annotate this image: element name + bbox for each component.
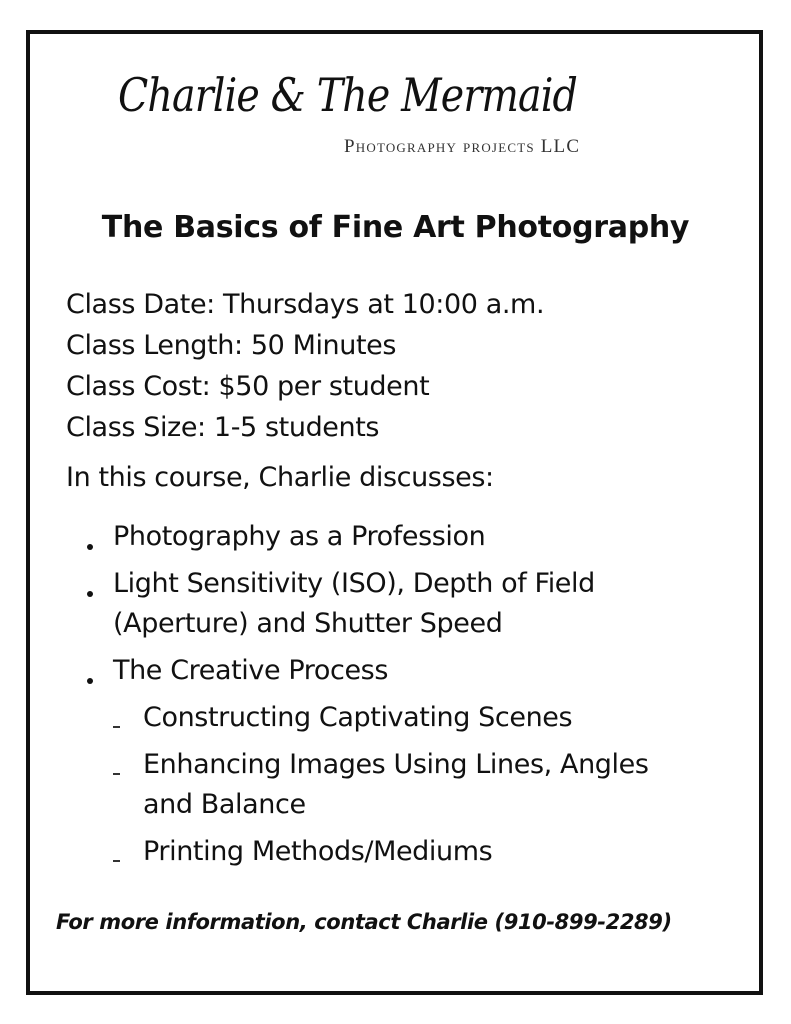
subtopic-item-continued: and Balance bbox=[143, 789, 306, 820]
bullet-icon bbox=[87, 678, 93, 684]
bullet-icon bbox=[87, 591, 93, 597]
subtopic-item: Constructing Captivating Scenes bbox=[143, 702, 573, 733]
logo-subtitle: Photography projects LLC bbox=[344, 136, 581, 157]
class-date: Class Date: Thursdays at 10:00 a.m. bbox=[66, 289, 545, 320]
logo-wordmark: Charlie & The Mermaid bbox=[118, 68, 578, 122]
page-title: The Basics of Fine Art Photography bbox=[101, 210, 690, 245]
topic-item: Light Sensitivity (ISO), Depth of Field bbox=[113, 568, 595, 599]
subtopic-item: Printing Methods/Mediums bbox=[143, 836, 493, 867]
dash-bullet-icon bbox=[113, 773, 120, 775]
class-info bbox=[66, 284, 544, 448]
class-size: Class Size: 1-5 students bbox=[66, 412, 380, 443]
topic-item-continued: (Aperture) and Shutter Speed bbox=[113, 608, 503, 639]
dash-bullet-icon bbox=[113, 860, 120, 862]
dash-bullet-icon bbox=[113, 726, 120, 728]
subtopic-item: Enhancing Images Using Lines, Angles bbox=[143, 749, 649, 780]
class-cost: Class Cost: $50 per student bbox=[66, 371, 430, 402]
brand-logo bbox=[118, 60, 658, 170]
class-length: Class Length: 50 Minutes bbox=[66, 330, 397, 361]
bullet-icon bbox=[87, 544, 93, 550]
course-intro: In this course, Charlie discusses: bbox=[66, 462, 494, 493]
contact-info: For more information, contact Charlie (910-899-2289) bbox=[56, 910, 672, 934]
topic-item: Photography as a Profession bbox=[113, 521, 486, 552]
topic-item: The Creative Process bbox=[113, 655, 388, 686]
